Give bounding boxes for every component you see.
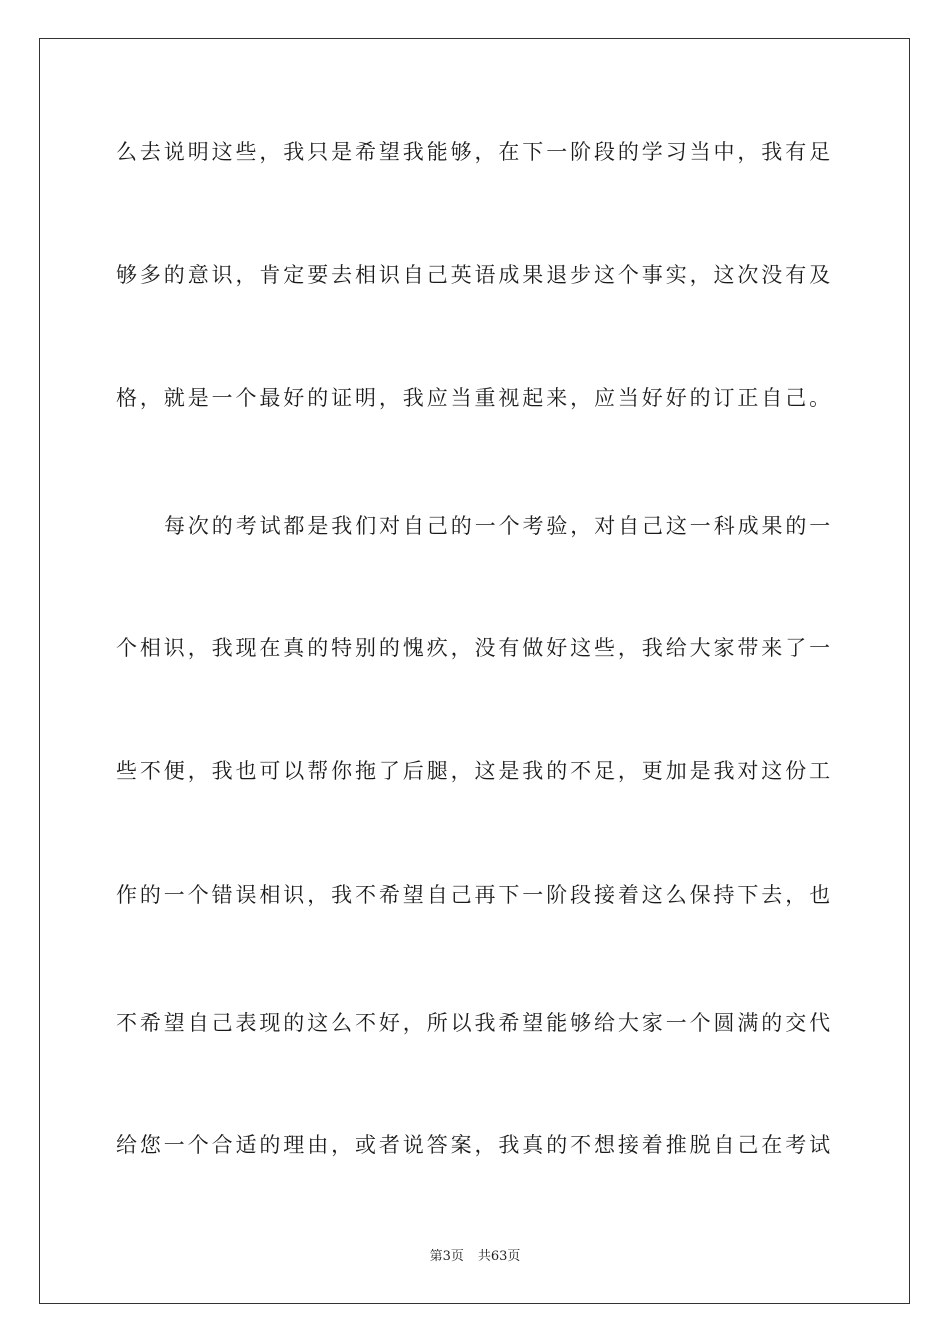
text-line-8: 不希望自己表现的这么不好，所以我希望能够给大家一个圆满的交代 [116, 1011, 833, 1035]
text-line-9: 给您一个合适的理由，或者说答案，我真的不想接着推脱自己在考试 [116, 1133, 833, 1157]
text-line-1: 么去说明这些，我只是希望我能够，在下一阶段的学习当中，我有足 [116, 140, 833, 164]
page-number: 第3页 [429, 1249, 464, 1264]
text-line-7: 作的一个错误相识，我不希望自己再下一阶段接着这么保持下去，也 [116, 883, 833, 907]
page-footer [0, 1248, 950, 1266]
text-line-4-paragraph-start: 每次的考试都是我们对自己的一个考验，对自己这一科成果的一 [164, 514, 834, 538]
text-line-6: 些不便，我也可以帮你拖了后腿，这是我的不足，更加是我对这份工 [116, 759, 833, 783]
page-border [39, 38, 910, 1304]
text-line-2: 够多的意识，肯定要去相识自己英语成果退步这个事实，这次没有及 [116, 263, 833, 287]
text-line-5: 个相识，我现在真的特别的愧疚，没有做好这些，我给大家带来了一 [116, 636, 833, 660]
total-pages: 共63页 [477, 1249, 521, 1264]
text-line-3: 格，就是一个最好的证明，我应当重视起来，应当好好的订正自己。 [116, 386, 833, 410]
